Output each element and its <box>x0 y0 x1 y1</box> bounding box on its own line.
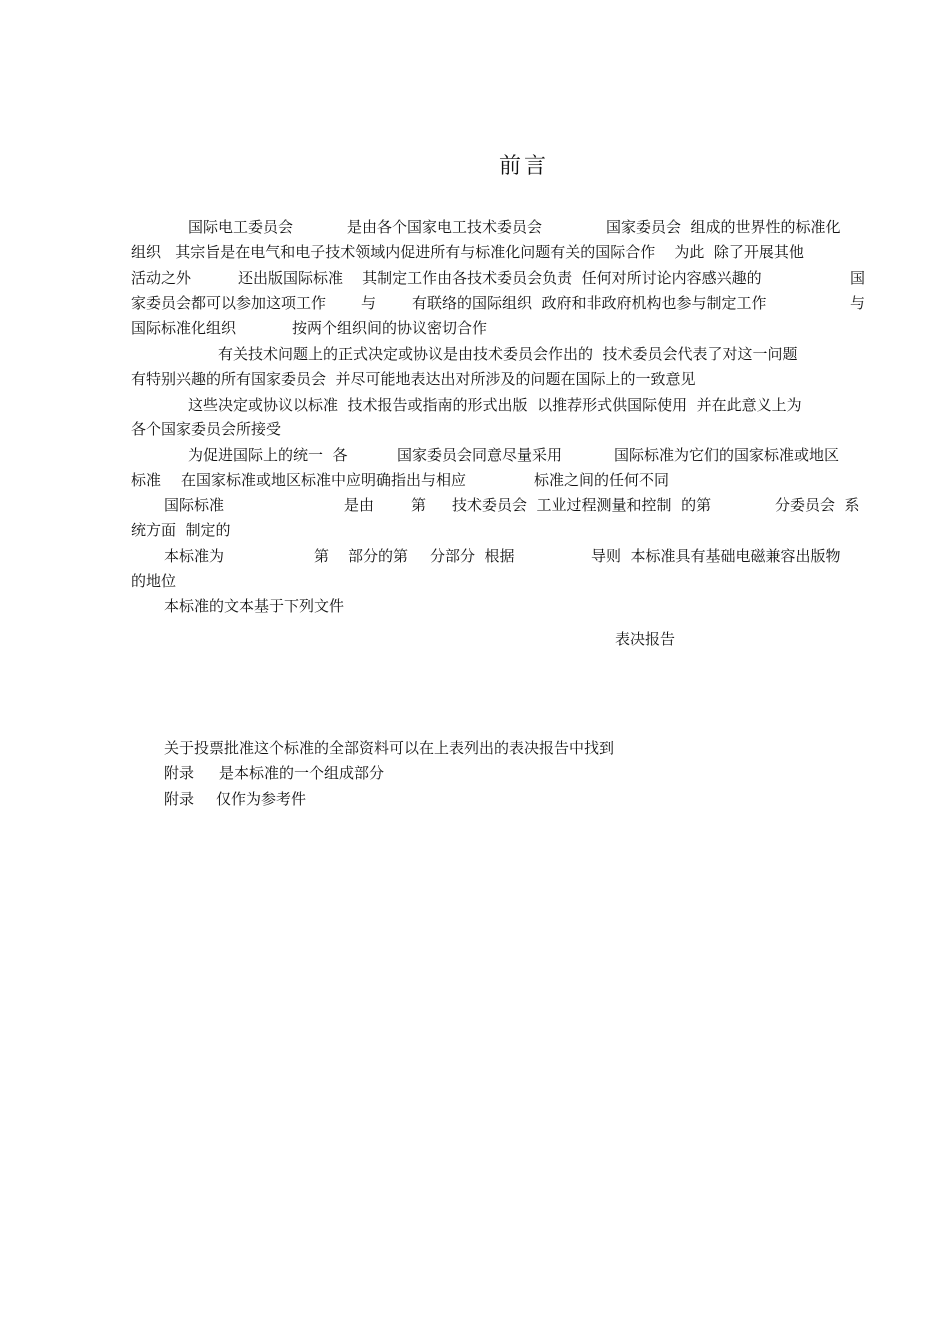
paragraph-1-line-5b: 按两个组织间的协议密切合作 <box>292 319 488 337</box>
paragraph-5-line-1d: 技术委员会 工业过程测量和控制 的第 <box>452 496 712 514</box>
appendix-2-label: 附录 <box>164 790 195 808</box>
page-title: 前言 <box>498 154 549 179</box>
paragraph-6-line-1c: 部分的第 <box>348 547 409 565</box>
paragraph-1-line-5a: 国际标准化组织 <box>131 319 237 337</box>
paragraph-1-line-4b: 与 <box>361 294 377 312</box>
appendix-1-label: 附录 <box>164 764 195 782</box>
paragraph-2-line-2: 有特别兴趣的所有国家委员会 并尽可能地表达出对所涉及的问题在国际上的一致意见 <box>131 370 696 388</box>
paragraph-3-line-1: 这些决定或协议以标准 技术报告或指南的形式出版 以推荐形式供国际使用 并在此意义上为 <box>188 396 802 414</box>
paragraph-1-line-3c: 国 <box>850 269 866 287</box>
paragraph-1-line-4d: 与 <box>850 294 866 312</box>
paragraph-1-line-4a: 家委员会都可以参加这项工作 <box>131 294 327 312</box>
paragraph-3-line-2: 各个国家委员会所接受 <box>131 420 282 438</box>
paragraph-6-line-1b: 第 <box>314 547 330 565</box>
paragraph-4-line-1a: 为促进国际上的统一 各 <box>188 446 348 464</box>
paragraph-1-line-1c: 国家委员会 组成的世界性的标准化 <box>606 218 841 236</box>
paragraph-5-line-1b: 是由 <box>344 496 375 514</box>
paragraph-1-line-1b: 是由各个国家电工技术委员会 <box>347 218 543 236</box>
appendix-2-text: 仅作为参考件 <box>216 790 307 808</box>
vote-report-label: 表决报告 <box>615 630 676 648</box>
paragraph-6-line-2: 的地位 <box>131 572 177 590</box>
paragraph-1-line-3a: 活动之外 <box>131 269 192 287</box>
appendix-1-text: 是本标准的一个组成部分 <box>219 764 385 782</box>
paragraph-6-line-1e: 导则 本标准具有基础电磁兼容出版物 <box>591 547 841 565</box>
paragraph-5-line-1e: 分委员会 系 <box>775 496 860 514</box>
paragraph-5-line-2: 统方面 制定的 <box>131 521 231 539</box>
paragraph-1-line-2: 组织 其宗旨是在电气和电子技术领域内促进所有与标准化问题有关的国际合作 为此 除了开展其他 <box>131 243 804 261</box>
paragraph-1-line-1a: 国际电工委员会 <box>188 218 294 236</box>
paragraph-1-line-3b: 还出版国际标准 其制定工作由各技术委员会负责 任何对所讨论内容感兴趣的 <box>238 269 762 287</box>
paragraph-7-line-1: 本标准的文本基于下列文件 <box>164 597 345 615</box>
paragraph-2-line-1: 有关技术问题上的正式决定或协议是由技术委员会作出的 技术委员会代表了对这一问题 <box>218 345 798 363</box>
paragraph-4-line-2b: 在国家标准或地区标准中应明确指出与相应 <box>181 471 467 489</box>
paragraph-6-line-1a: 本标准为 <box>164 547 225 565</box>
paragraph-4-line-2c: 标准之间的任何不同 <box>534 471 670 489</box>
paragraph-9-line-1: 关于投票批准这个标准的全部资料可以在上表列出的表决报告中找到 <box>164 739 615 757</box>
paragraph-1-line-4c: 有联络的国际组织 政府和非政府机构也参与制定工作 <box>412 294 767 312</box>
paragraph-5-line-1a: 国际标准 <box>164 496 225 514</box>
paragraph-6-line-1d: 分部分 根据 <box>430 547 515 565</box>
paragraph-4-line-2a: 标准 <box>131 471 162 489</box>
paragraph-4-line-1c: 国际标准为它们的国家标准或地区 <box>614 446 840 464</box>
paragraph-5-line-1c: 第 <box>411 496 427 514</box>
paragraph-4-line-1b: 国家委员会同意尽量采用 <box>397 446 563 464</box>
